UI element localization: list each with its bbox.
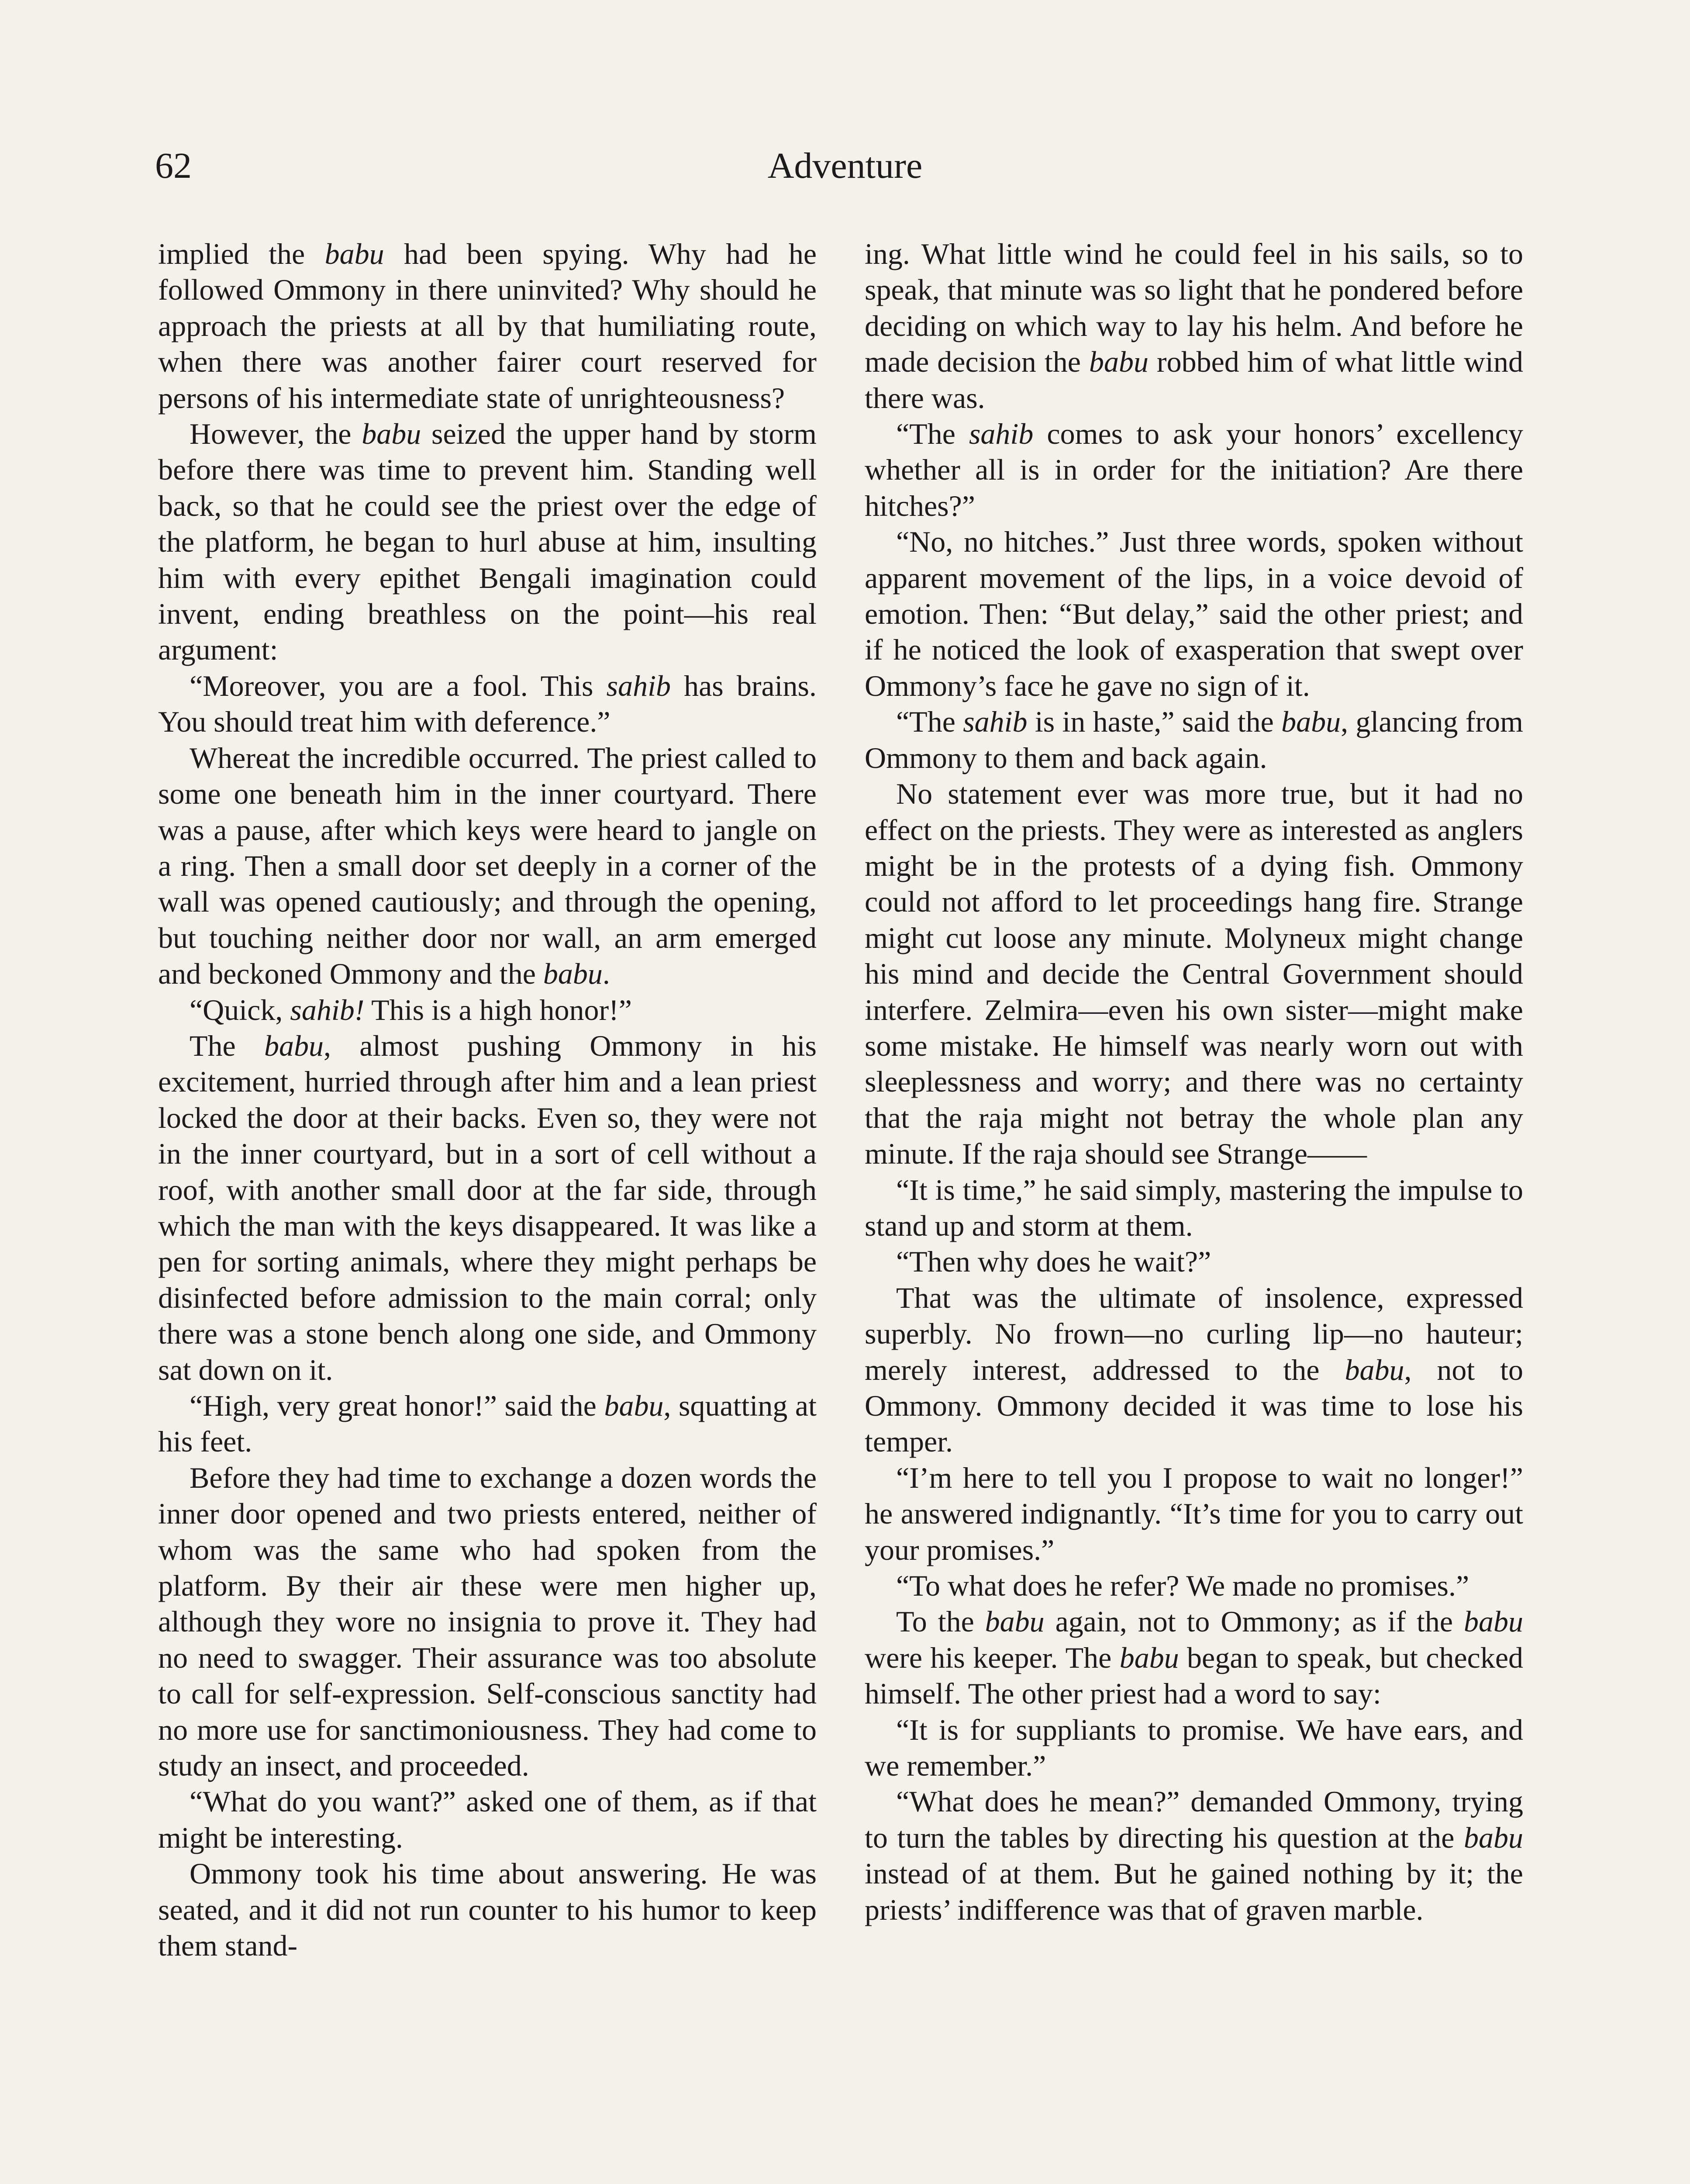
- paragraph: “Quick, sahib! This is a high honor!”: [190, 993, 632, 1026]
- paragraph: Before they had time to exchange a dozen words the inner door opened and two priests entered, neither of whom was the same who had spoken from the platform. By their air these were men higher up, although they wore no insignia to prove it. They had no need to swagger. Their assurance was too absolute to call for self-expression. Self-conscious sanctity had no more use for sanctimoniousness. They had come to study an insect, and proceeded.: [158, 1461, 817, 1783]
- paragraph: No statement ever was more true, but it had no effect on the priests. They were as interested as anglers might be in the protests of a dying fish. Ommony could not afford to let proceedings hang fire. Strange might cut loose any minute. Molyneux might change his mind and decide the Central Government should interfere. Zelmira—even his own sister—might make some mistake. He himself was nearly worn out with sleeplessness and worry; and there was no certainty that the raja might not betray the whole plan any minute. If the raja should see Strange——: [865, 777, 1523, 1171]
- paragraph: ing. What little wind he could feel in his sails, so to speak, that minute was so light that he pondered before deciding on which way to lay his helm. And before he made decision the babu robbed him of what little wind there was.: [865, 237, 1523, 415]
- paragraph: “It is time,” he said simply, mastering the impulse to stand up and storm at them.: [865, 1173, 1523, 1242]
- paragraph: “To what does he refer? We made no promises.”: [896, 1569, 1469, 1603]
- paragraph: “Then why does he wait?”: [896, 1245, 1211, 1279]
- paragraph: The babu, almost pushing Ommony in his excitement, hurried through after him and a lean priest locked the door at their backs. Even so, they were not in the inner courtyard, but in a sort of cell without a roof, with another small door at the far side, through which the man with the keys disappeared. It was like a pen for sorting animals, where they might perhaps be disinfected before admission to the main corral; only there was a stone bench along one side, and Ommony sat down on it.: [158, 1029, 817, 1386]
- page-number: 62: [155, 145, 192, 186]
- paragraph: Whereat the incredible occurred. The priest called to some one beneath him in the inner courtyard. There was a pause, after which keys were heard to jangle on a ring. Then a small door set deeply in a corner of the wall was opened cautiously; and through the opening, but touching neither door nor wall, an arm emerged and beckoned Ommony and the babu.: [158, 741, 817, 991]
- paragraph: “What do you want?” asked one of them, as if that might be interesting.: [158, 1785, 817, 1854]
- paragraph: “It is for suppliants to promise. We have ears, and we remember.”: [865, 1713, 1523, 1783]
- paragraph: “I’m here to tell you I propose to wait no longer!” he answered indignantly. “It’s time for you to carry out your promises.”: [865, 1461, 1523, 1566]
- right-column: [865, 236, 1523, 1928]
- paragraph: That was the ultimate of insolence, expressed superbly. No frown—no curling lip—no hauteur; merely interest, addressed to the babu, not to Ommony. Ommony decided it was time to lose his temper.: [865, 1281, 1523, 1458]
- paragraph: However, the babu seized the upper hand by storm before there was time to prevent him. Standing well back, so that he could see the priest over the edge of the platform, he began to hurl abuse at him, insulting him with every epithet Bengali imagination could invent, ending breathless on the point—his real argument:: [158, 417, 817, 667]
- paragraph: “No, no hitches.” Just three words, spoken without apparent movement of the lips, in a voice devoid of emotion. Then: “But delay,” said the other priest; and if he noticed the look of exasperation that swept over Ommony’s face he gave no sign of it.: [865, 525, 1523, 702]
- left-column: [158, 236, 817, 1964]
- paragraph: implied the babu had been spying. Why had he followed Ommony in there uninvited? Why should he approach the priests at all by that humiliating route, when there was another fairer court reserved for persons of his intermediate state of unrighteousness?: [158, 237, 817, 415]
- paragraph: To the babu again, not to Ommony; as if the babu were his keeper. The babu began to speak, but checked himself. The other priest had a word to say:: [865, 1605, 1523, 1711]
- running-title: Adventure: [767, 145, 923, 186]
- paragraph: “What does he mean?” demanded Ommony, trying to turn the tables by directing his question at the babu instead of at them. But he gained nothing by it; the priests’ indifference was that of graven marble.: [865, 1785, 1523, 1926]
- paragraph: “High, very great honor!” said the babu, squatting at his feet.: [158, 1389, 817, 1458]
- paragraph: “The sahib comes to ask your honors’ excellency whether all is in order for the initiation? Are there hitches?”: [865, 417, 1523, 522]
- paragraph: Ommony took his time about answering. He was seated, and it did not run counter to his humor to keep them stand-: [158, 1857, 817, 1963]
- paragraph: “The sahib is in haste,” said the babu, glancing from Ommony to them and back again.: [865, 705, 1523, 774]
- paragraph: “Moreover, you are a fool. This sahib has brains. You should treat him with deference.”: [158, 669, 817, 739]
